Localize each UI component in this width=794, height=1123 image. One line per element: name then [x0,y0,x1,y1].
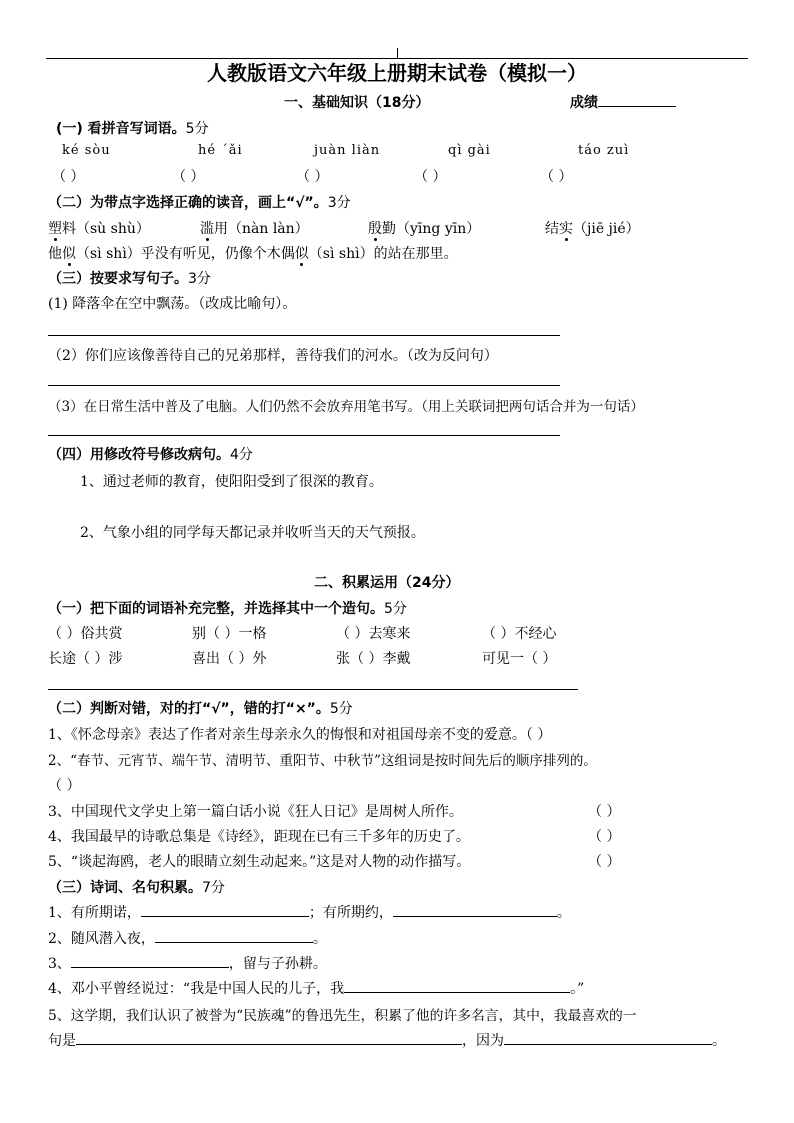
dotted-char: 滥 [200,221,214,237]
q2-title: （二）为带点字选择正确的读音，画上“√”。 [48,195,328,211]
poem-text: ，留与子孙耕。 [228,956,327,972]
reading-item-3[interactable] [368,218,480,238]
sentence-answer-line[interactable] [48,689,578,690]
pinyin-4: qì gài [448,143,491,158]
answer-box-3[interactable]: （ ） [296,169,329,185]
q3-item-1: (1) 降落伞在空中飘荡。（改成比喻句）。 [48,296,297,312]
pinyin-1: ké sòu [62,143,111,158]
poem-text: 句是 [48,1033,76,1049]
p2-q2-heading [48,698,353,718]
idiom-5[interactable]: 长途（ ）涉 [48,651,123,667]
poem-blank[interactable] [344,978,570,993]
answer-line-1[interactable] [48,335,560,336]
reading-item-4[interactable] [545,218,640,238]
p2-q3-title: （三）诗词、名句积累。 [48,880,202,896]
poem-text: 1、有所期诺， [48,905,141,921]
judge-item-2-bracket[interactable]: （ ） [48,778,81,794]
q3-item-3: （3）在日常生活中普及了电脑。人们仍然不会放弃用笔书写。（用上关联词把两句话合并为一句话） [48,399,644,415]
judge-bracket-4[interactable]: （ ） [588,829,621,845]
idiom-3[interactable]: （ ）去寒来 [336,626,411,642]
poem-blank[interactable] [141,902,309,917]
poem-line-6 [48,1030,726,1050]
score-blank[interactable] [598,92,676,107]
q2-points: 3分 [327,195,351,211]
pinyin-3: juàn liàn [314,143,381,158]
dotted-char: 似 [62,246,76,262]
answer-line-3[interactable] [48,435,560,436]
q4-points: 4分 [230,447,253,463]
idiom-4[interactable]: （ ）不经心 [482,626,557,642]
poem-line-1 [48,902,571,922]
section-2-heading: 二、积累运用（24分） [314,575,460,591]
reading-options: 料（sù shù） [62,221,150,237]
plain-char: 结 [545,221,559,237]
poem-text: 。 [312,931,327,947]
judge-item-2: 2、“春节、元宵节、端午节、清明节、重阳节、中秋节”这组词是按时间先后的顺序排列的。 [48,753,597,769]
pinyin-2: hé ˊǎi [198,143,243,158]
p2-q2-points: 5分 [329,701,353,717]
idiom-2[interactable]: 别（ ）一格 [192,626,267,642]
judge-item-1[interactable]: 1、《怀念母亲》表达了作者对亲生母亲永久的悔恨和对祖国母亲不变的爱意。（ ） [48,727,552,743]
poem-text: ；有所期约， [308,905,393,921]
dotted-char: 实 [559,221,573,237]
q3-item-2: （2）你们应该像善待自己的兄弟那样，善待我们的河水。（改为反问句） [48,348,498,364]
quote-blank[interactable] [76,1030,462,1045]
p2-q2-title: （二）判断对错，对的打“√”，错的打“×”。 [48,701,330,717]
poem-text: 3、 [48,956,71,972]
q3-heading [48,268,211,288]
section-1-heading: 一、基础知识（18分） [284,95,430,111]
judge-item-5: 5、“谈起海鸥，老人的眼睛立刻生动起来。”这是对人物的动作描写。 [48,854,471,870]
pinyin-5: táo zuì [578,143,630,158]
reading-options: 勤（yīng yīn） [382,221,481,237]
answer-box-1[interactable]: （ ） [52,169,85,185]
answer-box-4[interactable]: （ ） [414,169,447,185]
poem-text: 。 [556,905,571,921]
reading-options: 用（nàn làn） [214,221,309,237]
judge-item-4: 4、我国最早的诗歌总集是《诗经》，距现在已有三千多年的历史了。 [48,829,470,845]
p2-q1-points: 5分 [384,601,407,617]
poem-text: ，因为 [462,1033,504,1049]
answer-box-5[interactable]: （ ） [540,169,573,185]
idiom-6[interactable]: 喜出（ ）外 [192,651,267,667]
dotted-char: 塑 [48,221,62,237]
score-field [570,92,676,112]
answer-box-2[interactable]: （ ） [172,169,205,185]
poem-blank[interactable] [155,928,313,943]
poem-line-3 [48,953,327,973]
dotted-char: 似 [294,246,309,262]
judge-item-3: 3、中国现代文学史上第一篇白话小说《狂人日记》是周树人所作。 [48,804,463,820]
reading-sentence[interactable] [48,243,458,263]
idiom-8[interactable]: 可见一（ ） [482,651,557,667]
q1-title: (一) 看拼音写词语。 [56,121,186,137]
idiom-1[interactable]: （ ）俗共赏 [48,626,123,642]
reason-blank[interactable] [504,1030,712,1045]
answer-line-2[interactable] [48,385,560,386]
sentence-part: （sì shì）乎没有听见，仍像个木偶 [76,246,295,262]
reading-options: （jiē jié） [573,221,640,237]
p2-q1-heading [48,598,407,618]
q1-points: 5分 [185,121,209,137]
sentence-part: 他 [48,246,62,262]
judge-bracket-3[interactable]: （ ） [588,804,621,820]
q4-heading [48,444,253,464]
dotted-char: 殷 [368,221,382,237]
judge-bracket-5[interactable]: （ ） [588,854,621,870]
poem-line-2 [48,928,327,948]
poem-line-4 [48,978,584,998]
q3-title: （三）按要求写句子。 [48,271,188,287]
reading-item-1[interactable] [48,218,150,238]
page-title: 人教版语文六年级上册期末试卷（模拟一） [207,61,587,85]
q4-item-1[interactable]: 1、通过老师的教育，使阳阳受到了很深的教育。 [80,474,383,490]
p2-q3-points: 7分 [202,880,225,896]
score-label: 成绩 [570,95,598,111]
q4-item-2[interactable]: 2、气象小组的同学每天都记录并收听当天的天气预报。 [80,525,425,541]
q2-heading [48,192,351,212]
p2-q1-title: （一）把下面的词语补充完整，并选择其中一个造句。 [48,601,384,617]
poem-blank[interactable] [71,953,229,968]
poem-text: 。 [712,1033,726,1049]
poem-blank[interactable] [393,902,557,917]
poem-text: 。” [570,981,585,997]
reading-item-2[interactable] [200,218,309,238]
q1-heading [56,118,209,138]
q3-points: 3分 [188,271,211,287]
sentence-part: （sì shì）的站在那里。 [308,246,458,262]
idiom-7[interactable]: 张（ ）李戴 [336,651,411,667]
q4-title: （四）用修改符号修改病句。 [48,447,230,463]
poem-text: 4、邓小平曾经说过：“我是中国人民的儿子，我 [48,981,345,997]
p2-q3-heading [48,877,225,897]
poem-line-5: 5、这学期，我们认识了被誉为“民族魂”的鲁迅先生，积累了他的许多名言，其中，我最喜欢的一 [48,1008,637,1024]
poem-text: 2、随风潜入夜， [48,931,155,947]
